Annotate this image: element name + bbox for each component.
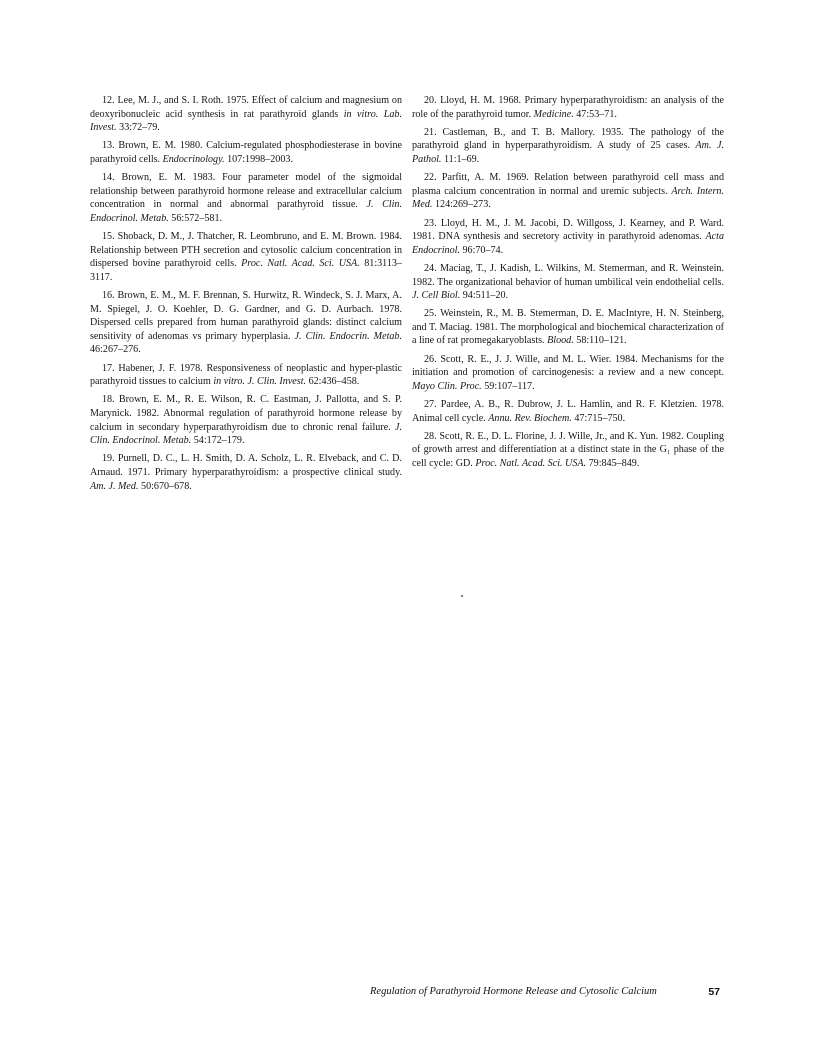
- reference-entry: 23. Lloyd, H. M., J. M. Jacobi, D. Willgoss, J. Kearney, and P. Ward. 1981. DNA synthesis and secretory activity in parathyroid adenomas. Acta Endocrinol. 96:70–74.: [412, 217, 724, 256]
- reference-entry: 15. Shoback, D. M., J. Thatcher, R. Leombruno, and E. M. Brown. 1984. Relationship between PTH secretion and cytosolic calcium concentration in dispersed bovine parathyroid cells. Proc. Natl. Acad. Sci. USA. 81:3113–3117.: [90, 231, 402, 283]
- reference-entry: 12. Lee, M. J., and S. I. Roth. 1975. Effect of calcium and magnesium on deoxyribonucleic acid synthesis in rat parathyroid glands in vitro. Lab. Invest. 33:72–79.: [90, 95, 402, 134]
- reference-entry: 13. Brown, E. M. 1980. Calcium-regulated phosphodiesterase in bovine parathyroid cells. Endocrinology. 107:1998–2003.: [90, 140, 402, 165]
- reference-entry: 19. Purnell, D. C., L. H. Smith, D. A. Scholz, L. R. Elveback, and C. D. Arnaud. 1971. Primary hyperparathyroidism: a prospective clinical study. Am. J. Med. 50:670–678.: [90, 453, 402, 492]
- reference-entry: 26. Scott, R. E., J. J. Wille, and M. L. Wier. 1984. Mechanisms for the initiation and promotion of carcinogenesis: a review and a new concept. Mayo Clin. Proc. 59:107–117.: [412, 353, 724, 392]
- reference-entry: 24. Maciag, T., J. Kadish, L. Wilkins, M. Stemerman, and R. Weinstein. 1982. The organizational behavior of human umbilical vein endothelial cells. J. Cell Biol. 94:511–20.: [412, 262, 724, 302]
- reference-entry: 21. Castleman, B., and T. B. Mallory. 1935. The pathology of the parathyroid gland in hyperparathyroidism. A study of 25 cases. Am. J. Pathol. 11:1–69.: [412, 126, 724, 165]
- reference-entry: 20. Lloyd, H. M. 1968. Primary hyperparathyroidism: an analysis of the role of the parathyroid tumor. Medicine. 47:53–71.: [412, 95, 724, 120]
- reference-entry: 28. Scott, R. E., D. L. Florine, J. J. Wille, Jr., and K. Yun. 1982. Coupling of growth arrest and differentiation at a distinct state in the G₁ phase of the cell cycle: GD. Proc. Natl. Acad. Sci. USA. 79:845–849.: [412, 430, 724, 469]
- running-title: Regulation of Parathyroid Hormone Release and Cytosolic Calcium: [370, 986, 657, 997]
- reference-entry: 25. Weinstein, R., M. B. Stemerman, D. E. MacIntyre, H. N. Steinberg, and T. Maciag. 1981. The morphological and biochemical characterization of a line of rat promegakaryoblasts. Blood. 58:110–121.: [412, 308, 724, 347]
- page-number: 57: [708, 986, 720, 998]
- reference-entry: 27. Pardee, A. B., R. Dubrow, J. L. Hamlin, and R. F. Kletzien. 1978. Animal cell cycle. Annu. Rev. Biochem. 47:715–750.: [412, 399, 724, 424]
- reference-entry: 22. Parfitt, A. M. 1969. Relation between parathyroid cell mass and plasma calcium concentration in normal and uremic subjects. Arch. Intern. Med. 124:269–273.: [412, 172, 724, 211]
- reference-entry: 18. Brown, E. M., R. E. Wilson, R. C. Eastman, J. Pallotta, and S. P. Marynick. 1982. Abnormal regulation of parathyroid hormone release by calcium in secondary hyperparathyroidism due to chronic renal failure. J. Clin. Endocrinol. Metab. 54:172–179.: [90, 394, 402, 447]
- scan-speck: [461, 595, 463, 597]
- references-column-right: [412, 94, 724, 475]
- reference-entry: 17. Habener, J. F. 1978. Responsiveness of neoplastic and hyper-plastic parathyroid tissues to calcium in vitro. J. Clin. Invest. 62:436–458.: [90, 362, 402, 388]
- page-footer: [370, 986, 720, 997]
- reference-entry: 14. Brown, E. M. 1983. Four parameter model of the sigmoidal relationship between parathyroid hormone release and extracellular calcium concentration in normal and abnormal parathyroid tissue. J. Clin. Endocrinol. Metab. 56:572–581.: [90, 172, 402, 224]
- references-column-left: [90, 94, 402, 498]
- reference-entry: 16. Brown, E. M., M. F. Brennan, S. Hurwitz, R. Windeck, S. J. Marx, A. M. Spiegel, J. O. Koehler, D. G. Gardner, and G. D. Aurbach. 1978. Dispersed cells prepared from human parathyroid glands: distinct calcium sensitivity of adenomas vs primary hyperplasia. J. Clin. Endocrin. Metab. 46:267–276.: [90, 290, 402, 356]
